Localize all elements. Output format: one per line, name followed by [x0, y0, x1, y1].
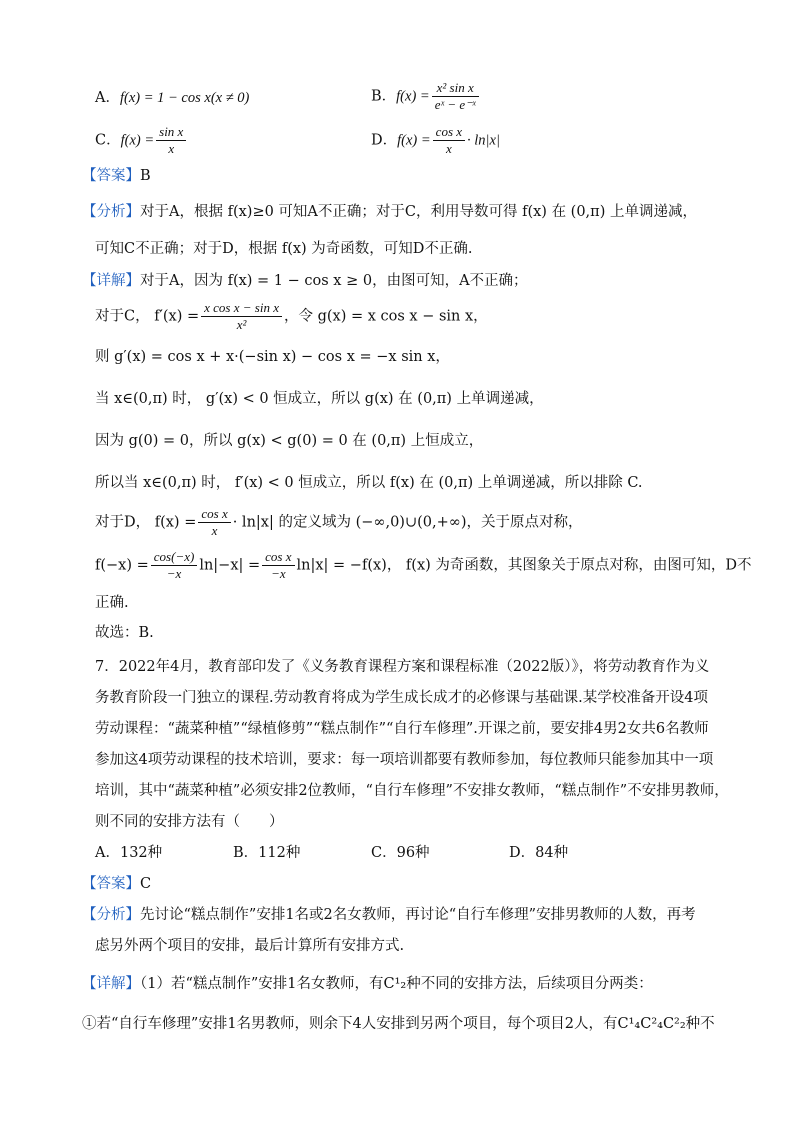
- detail-q6-line2: 对于C， f′(x) = $\frac{\text{x cos x − sin x}}{\text{x²}}$ ，令 g(x) = x cos x − sin x，: [95, 300, 488, 332]
- detail-q6-line3: 则 g′(x) = cos x + x·(−sin x) − cos x = −x sin x，: [95, 349, 450, 365]
- option-a-q6: A．f(x) = 1 − cos x(x ≠ 0): [95, 90, 250, 106]
- answer-q6: 【答案】B: [82, 168, 151, 184]
- option-d-q6: D．f(x) = $\frac{\text{cos x}}{x}$ · ln|x|: [371, 124, 500, 156]
- q7-stem-line3: 劳动课程：“蔬菜种植”“绿植修剪”“糕点制作”“自行车修理”.开课之前，要安排4男2女共6名教师: [95, 721, 709, 737]
- detail-q6-line10: 故选：B.: [95, 625, 154, 641]
- detail-q6-line6: 所以当 x∈(0,π) 时， f′(x) < 0 恒成立，所以 f(x) 在 (0,π) 上单调递减，所以排除 C.: [95, 475, 643, 491]
- detail-q7-line2: ①若“自行车修理”安排1名男教师，则余下4人安排到另两个项目，每个项目2人，有C¹₄C²₄C²₂种不: [82, 1016, 715, 1032]
- detail-q6-line8: f(−x) = $\frac{\cos(-x)}{-x}$ ln|−x| = $\frac{\text{cos x}}{-x}$ ln|x| = −f(x)， f(x) 为奇函数，其图象关于原点对称，由图可知，D不: [95, 549, 752, 581]
- option-c-q7: C．96种: [371, 845, 430, 861]
- option-b-q7: B．112种: [233, 845, 301, 861]
- analysis-q6-line1: 【分析】对于A，根据 f(x)≥0 可知A不正确；对于C，利用导数可得 f(x) 在 (0,π) 上单调递减，: [82, 204, 697, 220]
- detail-q7-line1: 【详解】（1）若“糕点制作”安排1名女教师，有C¹₂种不同的安排方法，后续项目分两类：: [82, 976, 653, 992]
- detail-q6-line1: 【详解】对于A，因为 f(x) = 1 − cos x ≥ 0，由图可知，A不正确；: [82, 273, 528, 289]
- option-d-q7: D．84种: [509, 845, 569, 861]
- detail-q6-line7: 对于D， f(x) = $\frac{\text{cos x}}{x}$ · ln|x| 的定义域为 (−∞,0)∪(0,+∞)，关于原点对称，: [95, 506, 583, 538]
- analysis-q6-line2: 可知C不正确；对于D，根据 f(x) 为奇函数，可知D不正确.: [95, 241, 473, 257]
- q7-stem-line5: 培训，其中“蔬菜种植”必须安排2位教师，“自行车修理”不安排女教师，“糕点制作”不安排男教师，: [95, 783, 729, 799]
- detail-q6-line5: 因为 g(0) = 0，所以 g(x) < g(0) = 0 在 (0,π) 上恒成立，: [95, 433, 484, 449]
- analysis-q7-line1: 【分析】先讨论“糕点制作”安排1名或2名女教师，再讨论“自行车修理”安排男教师的人数，再考: [82, 907, 696, 923]
- q7-stem-line2: 务教育阶段一门独立的课程.劳动教育将成为学生成长成才的必修课与基础课.某学校准备开设4项: [95, 690, 708, 706]
- option-a-q7: A．132种: [95, 845, 163, 861]
- q7-stem-line1: 7．2022年4月，教育部印发了《义务教育课程方案和课程标准（2022版）》，将劳动教育作为义: [95, 659, 710, 675]
- q7-stem-line6: 则不同的安排方法有（ ）: [95, 814, 284, 830]
- option-c-q6: C．f(x) = $\frac{\text{sin x}}{x}$: [95, 124, 188, 157]
- option-b-q6: B．f(x) = $\frac{\text{x² sin x}}{\text{eˣ − e⁻ˣ}}$: [371, 80, 481, 113]
- detail-q6-line9: 正确.: [95, 595, 129, 611]
- answer-q7: 【答案】C: [82, 876, 152, 892]
- analysis-q7-line2: 虑另外两个项目的安排，最后计算所有安排方式.: [95, 938, 405, 954]
- detail-q6-line4: 当 x∈(0,π) 时， g′(x) < 0 恒成立，所以 g(x) 在 (0,π) 上单调递减，: [95, 391, 544, 407]
- q7-stem-line4: 参加这4项劳动课程的技术培训，要求：每一项培训都要有教师参加，每位教师只能参加其中一项: [95, 752, 714, 768]
